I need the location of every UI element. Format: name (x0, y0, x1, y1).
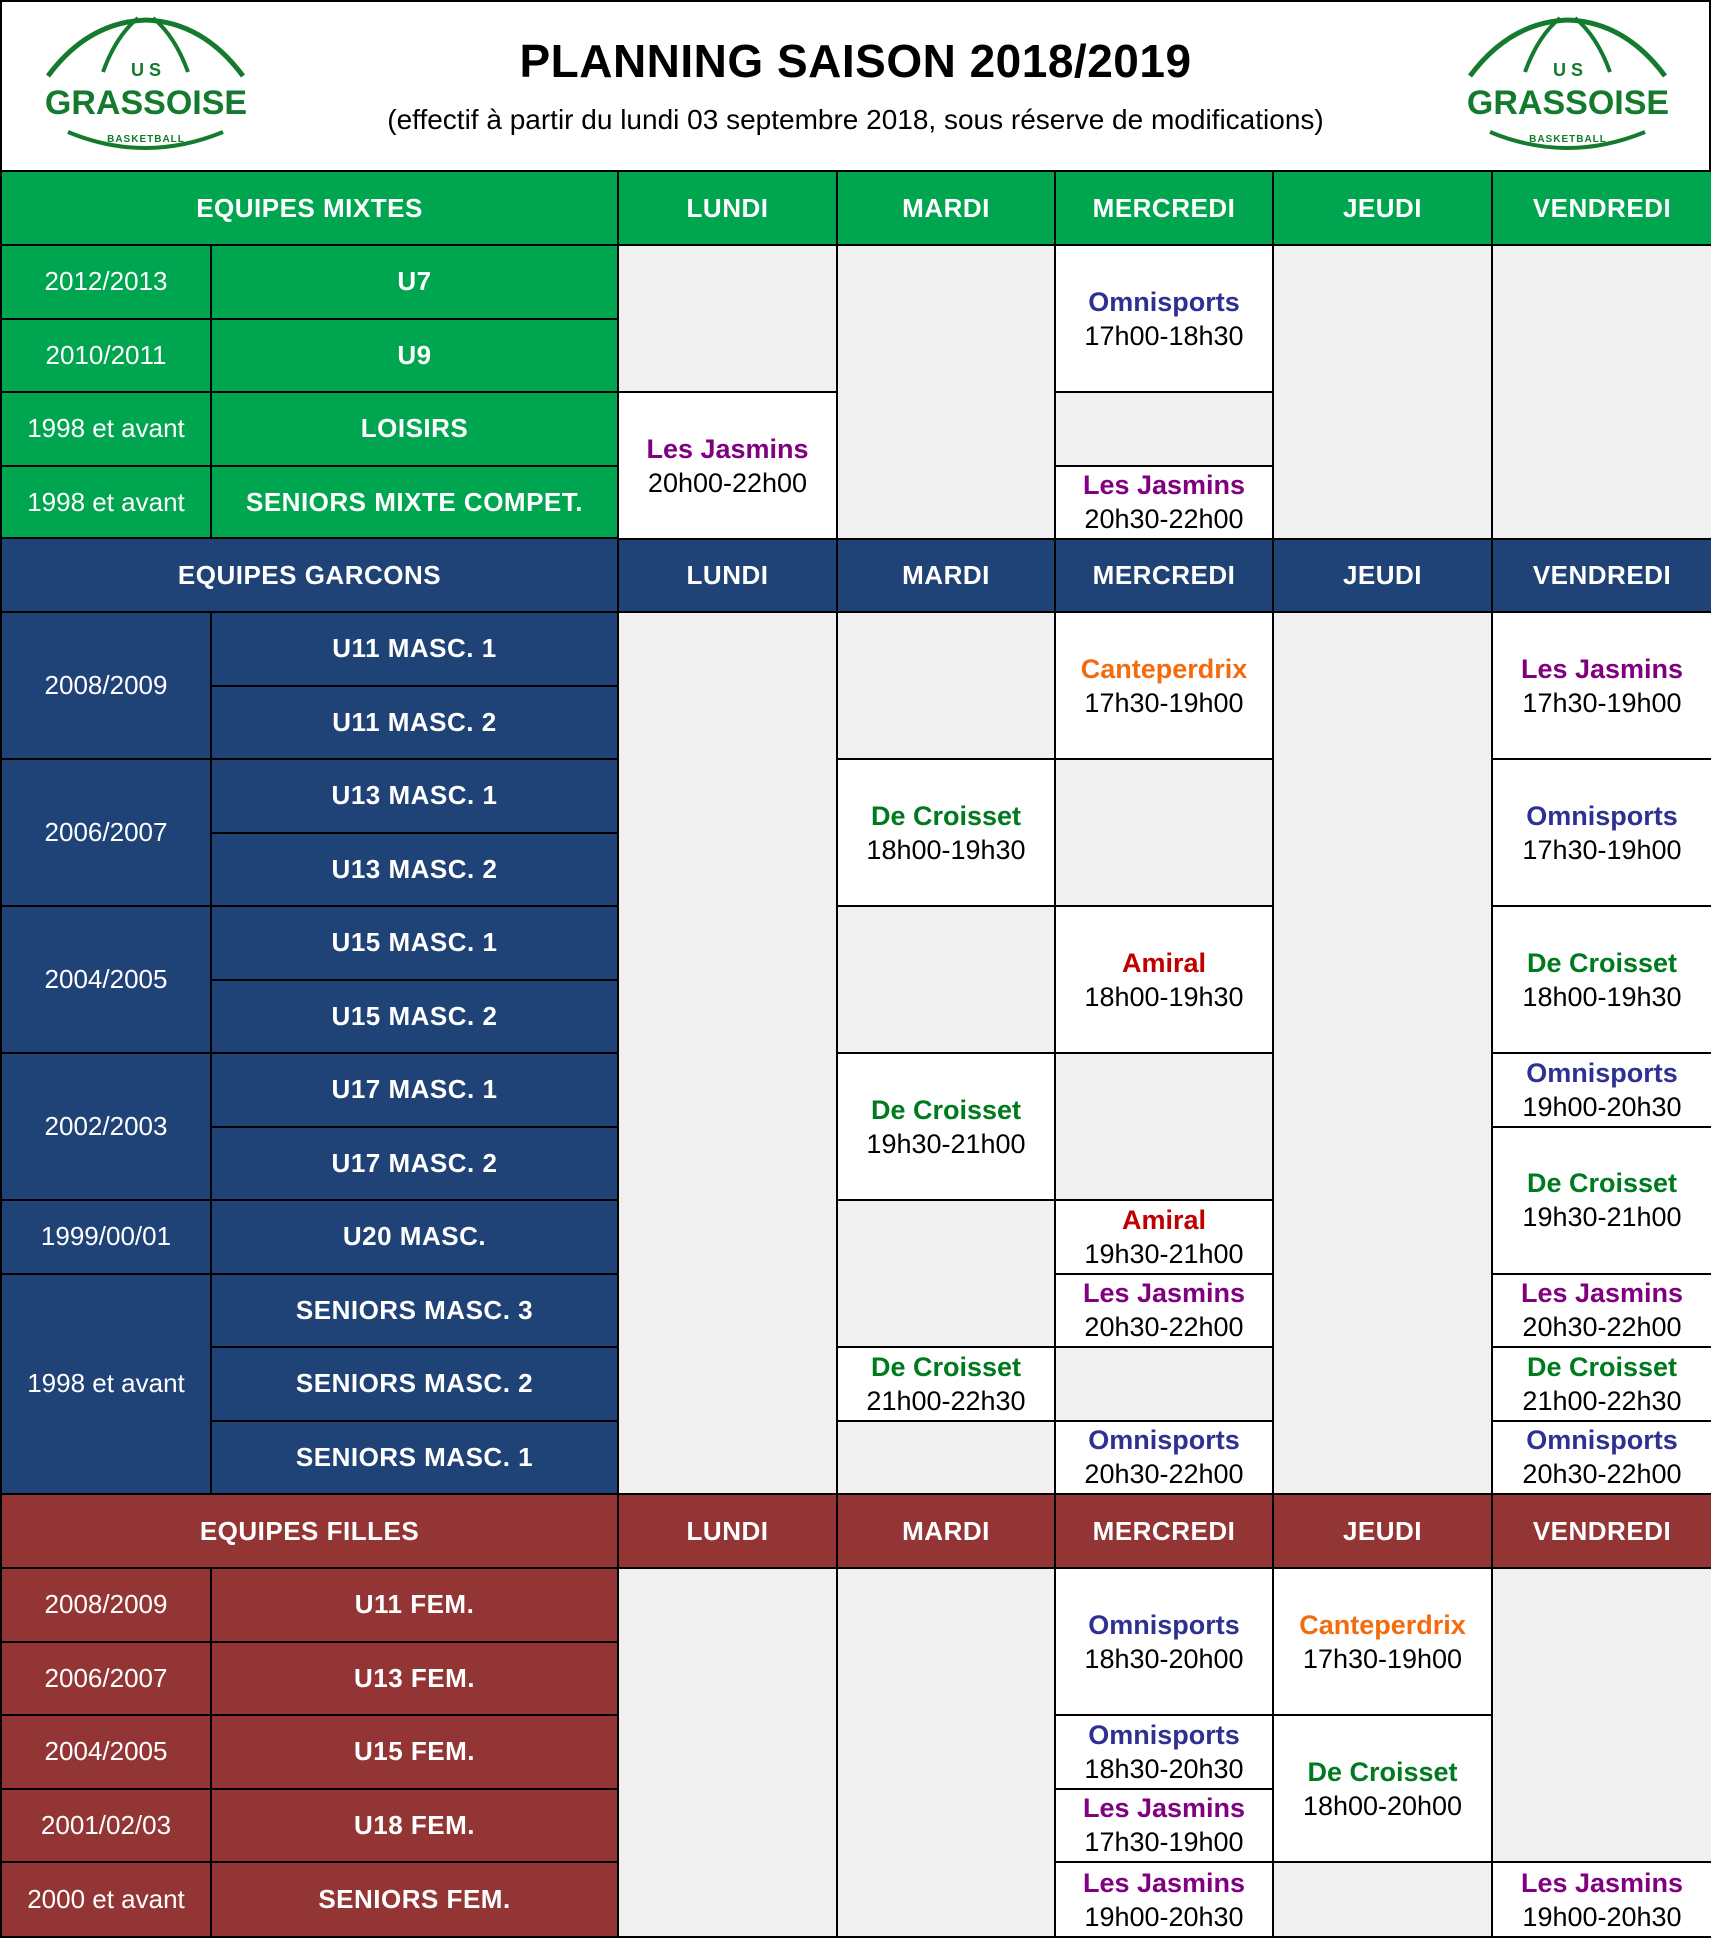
day-label: LUNDI (686, 1515, 769, 1546)
training-slot[interactable] (1054, 1788, 1274, 1864)
team-row[interactable] (210, 1861, 619, 1938)
training-slot[interactable] (1491, 1346, 1711, 1422)
team-name: U15 MASC. 1 (331, 927, 498, 958)
team-name: U18 FEM. (353, 1809, 476, 1840)
day-label: VENDREDI (1532, 1515, 1672, 1546)
training-slot[interactable] (1491, 1126, 1711, 1275)
slot-time: 20h30-22h00 (1084, 1312, 1244, 1343)
slot-time: 18h30-20h30 (1084, 1753, 1244, 1784)
venue-name: Les Jasmins (1520, 653, 1684, 684)
empty-slot (617, 611, 838, 1495)
empty-slot (1272, 1861, 1493, 1938)
team-name: U13 MASC. 1 (331, 780, 498, 811)
team-row[interactable] (210, 685, 619, 761)
team-row[interactable] (210, 318, 619, 394)
day-label: LUNDI (686, 559, 769, 590)
day-label: MERCREDI (1092, 192, 1236, 223)
year-label: 2012/2013 (44, 266, 168, 297)
team-name: SENIORS FEM. (318, 1884, 511, 1914)
svg-text:BASKETBALL: BASKETBALL (107, 134, 185, 145)
day-header-vendredi (1491, 170, 1711, 246)
venue-name: Les Jasmins (1082, 1278, 1246, 1309)
year-group (0, 1273, 212, 1496)
day-label: JEUDI (1342, 1515, 1423, 1546)
team-row[interactable] (210, 611, 619, 687)
training-slot[interactable] (1054, 1567, 1274, 1716)
section-header-girls (0, 1493, 619, 1569)
team-name: SENIORS MASC. 2 (295, 1368, 534, 1399)
day-label: JEUDI (1342, 192, 1423, 223)
training-slot[interactable] (1272, 1714, 1493, 1863)
team-row[interactable] (210, 1420, 619, 1496)
venue-name: Amiral (1121, 1204, 1207, 1235)
training-slot[interactable] (836, 1346, 1056, 1422)
slot-time: 20h30-22h00 (1084, 504, 1244, 535)
day-header-jeudi (1272, 170, 1493, 246)
slot-time: 19h30-21h00 (1522, 1202, 1682, 1232)
year-group (0, 244, 212, 320)
day-header-mercredi (1054, 1493, 1274, 1569)
slot-time: 17h30-19h00 (1084, 687, 1244, 718)
venue-name: Omnisports (1526, 1057, 1678, 1088)
team-name: SENIORS MASC. 1 (295, 1441, 534, 1472)
venue-name: Les Jasmins (1082, 1793, 1246, 1824)
team-row[interactable] (210, 1126, 619, 1202)
slot-time: 19h00-20h30 (1522, 1091, 1682, 1122)
venue-name: Canteperdrix (1080, 653, 1248, 684)
empty-slot (836, 905, 1056, 1054)
day-label: MERCREDI (1092, 1515, 1236, 1546)
team-row[interactable] (210, 1273, 619, 1349)
year-group (0, 905, 212, 1054)
team-row[interactable] (210, 905, 619, 981)
venue-name: De Croisset (870, 800, 1022, 831)
year-group (0, 1788, 212, 1864)
team-name: SENIORS MIXTE COMPET. (246, 486, 583, 517)
empty-slot (1054, 391, 1274, 467)
section-title: EQUIPES GARCONS (177, 559, 442, 590)
team-row[interactable] (210, 391, 619, 467)
training-slot[interactable] (1054, 905, 1274, 1054)
slot-time: 20h30-22h00 (1522, 1312, 1682, 1343)
venue-name: Omnisports (1088, 1425, 1240, 1456)
slot-time: 18h00-19h30 (1084, 981, 1244, 1012)
year-label: 2002/2003 (44, 1111, 168, 1141)
slot-time: 19h30-21h00 (1084, 1238, 1244, 1269)
team-row[interactable] (210, 1641, 619, 1717)
day-label: VENDREDI (1532, 559, 1672, 590)
year-label: 2001/02/03 (40, 1809, 172, 1840)
year-group (0, 1861, 212, 1938)
section-header-boys (0, 537, 619, 613)
venue-name: Les Jasmins (1520, 1278, 1684, 1309)
training-slot[interactable] (1491, 611, 1711, 760)
empty-slot (836, 1199, 1056, 1348)
header-frame (0, 0, 1711, 172)
slot-time: 19h30-21h00 (866, 1128, 1026, 1159)
team-row[interactable] (210, 1052, 619, 1128)
team-row[interactable] (210, 1567, 619, 1643)
team-row[interactable] (210, 1714, 619, 1790)
empty-slot (617, 1567, 838, 1938)
team-name: U17 MASC. 1 (331, 1074, 498, 1105)
empty-slot (836, 1420, 1056, 1496)
page-subtitle: (effectif à partir du lundi 03 septembre 2018, sous réserve de modifications) (387, 104, 1324, 135)
slot-time: 17h00-18h30 (1084, 320, 1244, 351)
venue-name: Omnisports (1526, 800, 1678, 831)
year-label: 2008/2009 (44, 670, 168, 700)
team-row[interactable] (210, 1788, 619, 1864)
year-group (0, 1199, 212, 1275)
venue-name: Les Jasmins (646, 433, 809, 464)
venue-name: De Croisset (1526, 1168, 1678, 1198)
slot-time: 18h30-20h00 (1084, 1643, 1244, 1674)
day-header-mercredi (1054, 170, 1274, 246)
slot-time: 18h00-20h00 (1302, 1790, 1463, 1821)
year-label: 2004/2005 (44, 1736, 168, 1767)
team-row[interactable] (210, 465, 619, 541)
venue-name: Canteperdrix (1299, 1609, 1466, 1640)
empty-slot (836, 1567, 1056, 1938)
day-label: MERCREDI (1092, 559, 1236, 590)
day-label: JEUDI (1342, 559, 1423, 590)
year-group (0, 1714, 212, 1790)
section-title: EQUIPES MIXTES (196, 192, 423, 223)
empty-slot (1491, 244, 1711, 540)
year-label: 1998 et avant (27, 1368, 185, 1399)
empty-slot (1054, 1052, 1274, 1201)
slot-time: 19h00-20h30 (1522, 1901, 1682, 1932)
team-row[interactable] (210, 1346, 619, 1422)
svg-text:U S: U S (1552, 60, 1584, 80)
training-slot[interactable] (1054, 1199, 1274, 1275)
year-group (0, 318, 212, 394)
empty-slot (1491, 1567, 1711, 1863)
year-label: 1998 et avant (27, 413, 185, 444)
training-slot[interactable] (1054, 1861, 1274, 1938)
venue-name: De Croisset (1307, 1756, 1458, 1787)
team-row[interactable] (210, 244, 619, 320)
year-group (0, 465, 212, 541)
team-name: U15 MASC. 2 (331, 1000, 498, 1031)
venue-name: Les Jasmins (1082, 1867, 1246, 1898)
day-header-lundi (617, 170, 838, 246)
team-name: U13 MASC. 2 (331, 853, 498, 884)
team-name: U15 FEM. (353, 1736, 476, 1767)
svg-text:BASKETBALL: BASKETBALL (1529, 134, 1607, 145)
year-group (0, 1052, 212, 1201)
empty-slot (617, 244, 838, 393)
day-header-lundi (617, 537, 838, 613)
venue-name: De Croisset (1526, 947, 1678, 978)
training-slot[interactable] (1054, 465, 1274, 541)
team-name: U17 MASC. 2 (331, 1147, 498, 1178)
year-label: 2000 et avant (27, 1884, 185, 1914)
empty-slot (1054, 1346, 1274, 1422)
training-slot[interactable] (1272, 1567, 1493, 1716)
training-slot[interactable] (1491, 1861, 1711, 1938)
slot-time: 20h30-22h00 (1522, 1459, 1682, 1490)
empty-slot (836, 611, 1056, 760)
team-name: LOISIRS (360, 413, 469, 444)
venue-name: Omnisports (1088, 286, 1240, 317)
year-group (0, 391, 212, 467)
slot-time: 19h00-20h30 (1084, 1901, 1244, 1932)
training-slot[interactable] (1054, 1714, 1274, 1790)
venue-name: Omnisports (1088, 1609, 1240, 1640)
venue-name: Les Jasmins (1520, 1867, 1684, 1898)
venue-name: Omnisports (1526, 1425, 1678, 1456)
team-name: U11 FEM. (354, 1589, 475, 1620)
year-label: 2004/2005 (44, 964, 168, 994)
venue-name: De Croisset (870, 1351, 1022, 1382)
slot-time: 18h00-19h30 (1522, 981, 1682, 1012)
year-group (0, 1567, 212, 1643)
day-header-vendredi (1491, 1493, 1711, 1569)
year-label: 1999/00/01 (40, 1221, 172, 1252)
training-slot[interactable] (836, 758, 1056, 907)
slot-time: 18h00-19h30 (866, 834, 1026, 865)
empty-slot (836, 244, 1056, 540)
year-label: 1998 et avant (27, 486, 185, 517)
venue-name: Les Jasmins (1082, 470, 1246, 501)
team-row[interactable] (210, 1199, 619, 1275)
slot-time: 20h00-22h00 (647, 467, 808, 498)
team-name: U13 FEM. (353, 1662, 476, 1693)
venue-name: De Croisset (870, 1094, 1022, 1125)
training-slot[interactable] (1054, 1273, 1274, 1349)
slot-time: 21h00-22h30 (1522, 1385, 1682, 1416)
training-slot[interactable] (1054, 611, 1274, 760)
day-header-mardi (836, 170, 1056, 246)
day-header-lundi (617, 1493, 838, 1569)
day-header-mardi (836, 537, 1056, 613)
section-header-mixed (0, 170, 619, 246)
year-group (0, 758, 212, 907)
slot-time: 17h30-19h00 (1522, 834, 1682, 865)
team-name: U9 (397, 339, 432, 370)
svg-text:GRASSOISE: GRASSOISE (44, 84, 248, 122)
slot-time: 21h00-22h30 (866, 1385, 1026, 1416)
year-label: 2006/2007 (44, 1662, 168, 1693)
empty-slot (1272, 244, 1493, 540)
team-name: SENIORS MASC. 3 (295, 1294, 534, 1325)
venue-name: De Croisset (1526, 1351, 1678, 1382)
team-name: U11 MASC. 1 (332, 633, 497, 664)
team-name: U20 MASC. (342, 1221, 487, 1252)
empty-slot (1272, 611, 1493, 1495)
slot-time: 17h30-19h00 (1084, 1827, 1244, 1858)
page-title: PLANNING SAISON 2018/2019 (519, 35, 1192, 87)
training-slot[interactable] (1491, 1420, 1711, 1496)
team-row[interactable] (210, 758, 619, 834)
training-slot[interactable] (1054, 244, 1274, 393)
year-label: 2010/2011 (45, 339, 167, 370)
training-slot[interactable] (1491, 1273, 1711, 1349)
day-header-jeudi (1272, 537, 1493, 613)
section-title: EQUIPES FILLES (199, 1515, 420, 1546)
venue-name: Omnisports (1088, 1719, 1240, 1750)
slot-time: 20h30-22h00 (1084, 1459, 1244, 1490)
empty-slot (1054, 758, 1274, 907)
team-name: U7 (397, 266, 432, 297)
team-row[interactable] (210, 979, 619, 1055)
day-header-mardi (836, 1493, 1056, 1569)
svg-text:U S: U S (130, 60, 162, 80)
year-label: 2008/2009 (44, 1589, 168, 1620)
team-row[interactable] (210, 832, 619, 908)
day-label: LUNDI (686, 192, 769, 223)
day-header-jeudi (1272, 1493, 1493, 1569)
team-name: U11 MASC. 2 (332, 706, 497, 737)
year-group (0, 611, 212, 760)
day-label: MARDI (902, 192, 990, 223)
day-label: MARDI (902, 1515, 990, 1546)
day-label: MARDI (902, 559, 990, 590)
training-slot[interactable] (617, 391, 838, 540)
year-group (0, 1641, 212, 1717)
day-header-mercredi (1054, 537, 1274, 613)
training-slot[interactable] (1491, 758, 1711, 907)
training-slot[interactable] (1491, 905, 1711, 1054)
training-slot[interactable] (1491, 1052, 1711, 1128)
year-label: 2006/2007 (44, 817, 168, 847)
svg-text:GRASSOISE: GRASSOISE (1466, 84, 1670, 122)
slot-time: 17h30-19h00 (1522, 687, 1682, 718)
training-slot[interactable] (1054, 1420, 1274, 1496)
day-label: VENDREDI (1532, 192, 1672, 223)
training-slot[interactable] (836, 1052, 1056, 1201)
venue-name: Amiral (1121, 947, 1207, 978)
day-header-vendredi (1491, 537, 1711, 613)
slot-time: 17h30-19h00 (1302, 1643, 1463, 1674)
